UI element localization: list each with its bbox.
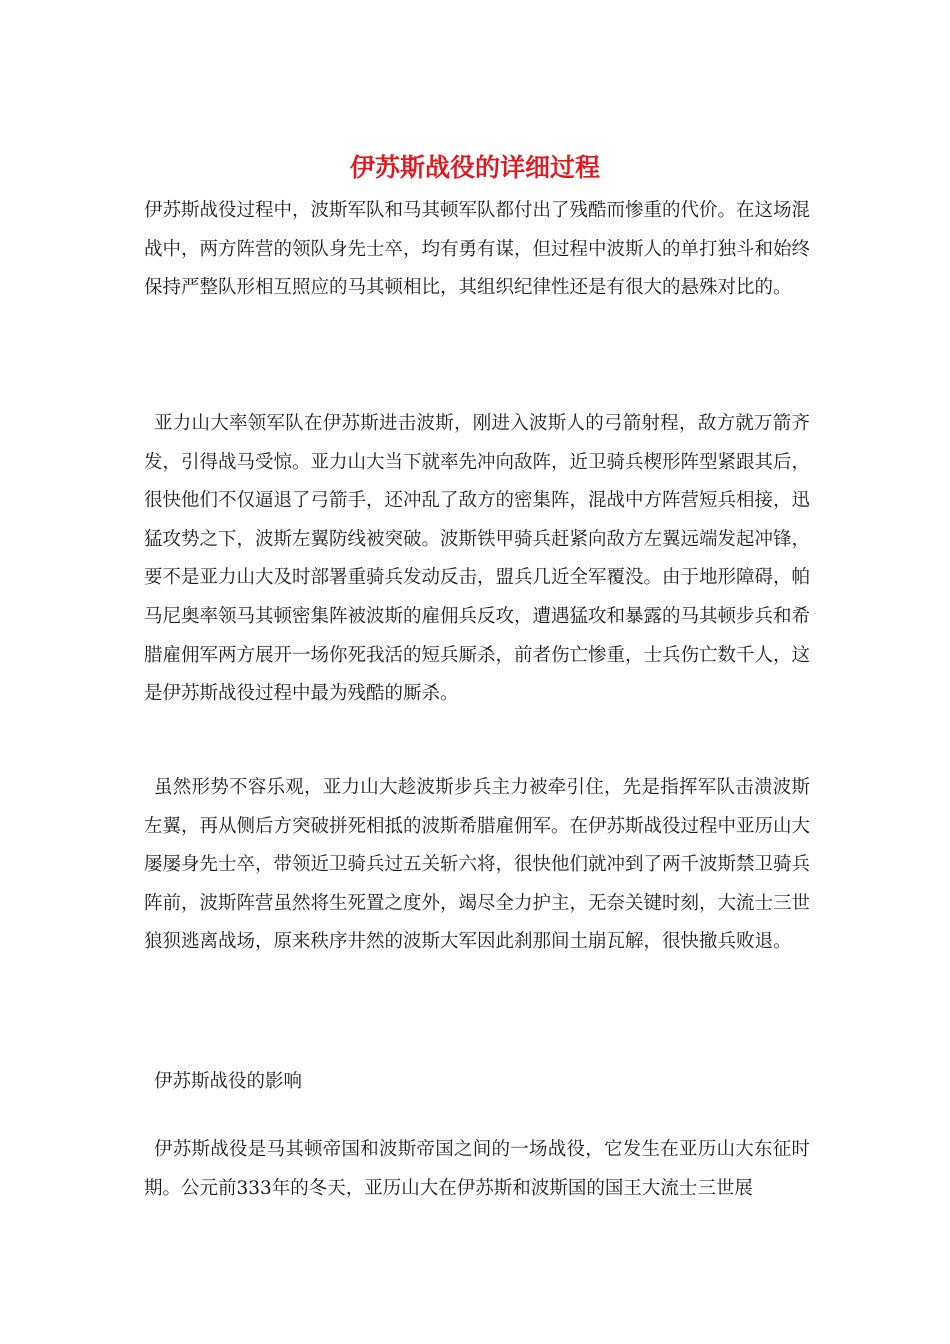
document-title: 伊苏斯战役的详细过程 — [349, 153, 600, 182]
section-heading-impact: 伊苏斯战役的影响 — [154, 1071, 303, 1092]
paragraph-decisive-charge: 虽然形势不容乐观，亚力山大趁波斯步兵主力被牵引住，先是指挥军队击溃波斯左翼，再从侧后方突破拼死相抵的波斯希腊雇佣军。在伊苏斯战役过程中亚历山大屡屡身先士卒，带领近卫骑兵过五关斩六将，很快他们就冲到了两千波斯禁卫骑兵阵前，波斯阵营虽然将生死置之度外，竭尽全力护主，无奈关键时刻，大流士三世狼狈逃离战场，原来秩序井然的波斯大军因此刹那间土崩瓦解，很快撤兵败退。 — [144, 777, 811, 953]
paragraph-battle-overview: 伊苏斯战役过程中，波斯军队和马其顿军队都付出了残酷而惨重的代价。在这场混战中，两方阵营的领队身先士卒，均有勇有谋，但过程中波斯人的单打独斗和始终保持严整队形相互照应的马其顿相比，其组织纪律性还是有很大的悬殊对比的。 — [144, 200, 811, 299]
paragraph-initial-assault: 亚力山大率领军队在伊苏斯进击波斯，刚进入波斯人的弓箭射程，敌方就万箭齐发，引得战马受惊。亚力山大当下就率先冲向敌阵，近卫骑兵楔形阵型紧跟其后，很快他们不仅逼退了弓箭手，还冲乱了敌方的密集阵，混战中方阵营短兵相接，迅猛攻势之下，波斯左翼防线被突破。波斯铁甲骑兵赶紧向敌方左翼远端发起冲锋，要不是亚力山大及时部署重骑兵发动反击，盟兵几近全军覆没。由于地形障碍，帕马尼奥率领马其顿密集阵被波斯的雇佣兵反攻，遭遇猛攻和暴露的马其顿步兵和希腊雇佣军两方展开一场你死我活的短兵厮杀，前者伤亡惨重，士兵伤亡数千人，这是伊苏斯战役过程中最为残酷的厮杀。 — [144, 413, 811, 705]
paragraph-impact-intro: 伊苏斯战役是马其顿帝国和波斯帝国之间的一场战役，它发生在亚历山大东征时期。公元前333年的冬天，亚历山大在伊苏斯和波斯国的国王大流士三世展 — [144, 1139, 810, 1199]
